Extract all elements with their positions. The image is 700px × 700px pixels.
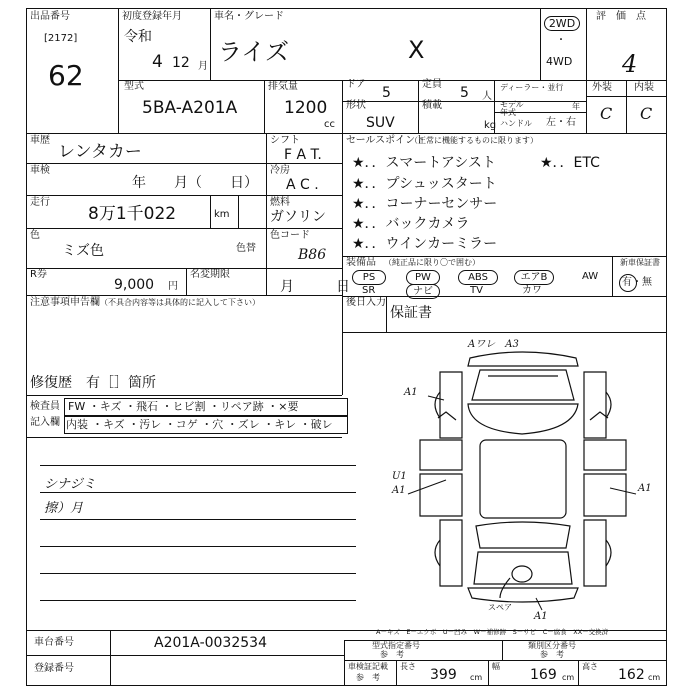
model-year-label: モデル 年式 — [500, 100, 524, 117]
new-warranty: 有・無 — [622, 277, 652, 288]
inspection-label: 車検 — [30, 165, 50, 176]
score-label: 評 価 点 — [596, 11, 646, 22]
grid-line — [26, 268, 342, 269]
drive-dot: ・ — [556, 35, 566, 46]
grid-line — [26, 163, 342, 164]
note-line — [40, 465, 356, 466]
first-reg-year: 4 — [152, 52, 163, 72]
equipment-label: 装備品 — [346, 257, 376, 268]
doors-label: ドア — [346, 79, 366, 90]
first-reg-month-unit: 月 — [198, 61, 208, 72]
color-change-label: 色替 — [236, 243, 256, 254]
type-cert-label: 型式指定番号 — [372, 641, 420, 650]
width-unit: cm — [562, 673, 575, 682]
shift: F A T. — [284, 147, 322, 163]
model-code-label: 型式 — [124, 81, 144, 92]
width-value: 169 — [530, 667, 557, 683]
selling-points-label: セールスポイント — [346, 135, 426, 146]
grid-line — [488, 660, 489, 686]
selling-point-item: ★．．コーナーセンサー — [352, 196, 498, 212]
notes-sub: （不具合内容等は具体的に記入して下さい） — [100, 298, 260, 307]
chassis-label: 車台番号 — [34, 637, 74, 648]
grid-line — [210, 8, 211, 80]
displacement: 1200 — [284, 98, 328, 118]
selling-point-item: ★．．ウインカーミラー — [352, 236, 498, 252]
grid-line — [626, 80, 627, 133]
grid-line — [344, 640, 345, 686]
recycle-unit: 円 — [168, 281, 178, 292]
equipment-sr: SR — [362, 285, 376, 296]
class-no-sub: 参 考 — [540, 650, 564, 659]
color-code-label: 色コード — [270, 230, 310, 241]
selling-point-item: ★．．プシュッスタート — [352, 176, 497, 192]
displacement-label: 排気量 — [268, 81, 298, 92]
note-line — [40, 600, 356, 601]
grid-line — [578, 660, 579, 686]
grid-line — [26, 133, 667, 134]
grid-line — [342, 296, 667, 297]
notes-label: 注意事項申告欄 — [30, 297, 100, 308]
body-type-label: 形状 — [346, 100, 366, 111]
drive-2wd: 2WD — [544, 16, 580, 31]
color: ミズ色 — [62, 243, 104, 259]
equipment-pw: PW — [406, 270, 440, 285]
grid-line — [238, 195, 239, 228]
score-interior: C — [640, 104, 653, 123]
capacity: 5 — [460, 85, 469, 101]
inspector-label-2: 記入欄 — [30, 417, 60, 428]
grid-line — [342, 133, 343, 395]
spare-label: スペア — [488, 603, 512, 612]
grid-line — [540, 8, 541, 80]
note-line — [40, 519, 356, 520]
grid-line — [26, 655, 344, 656]
tax-label: 名変期限 — [190, 269, 230, 280]
selling-point-item: ★．．スマートアシスト — [352, 155, 496, 171]
note-line — [40, 573, 356, 574]
equipment-leather: カワ — [522, 285, 542, 296]
length-unit: cm — [470, 673, 483, 682]
handwritten-note: 擦）月 — [44, 501, 84, 516]
damage-left-mid-a: U1 — [392, 471, 407, 482]
type-cert-sub: 参 考 — [380, 650, 404, 659]
color-code: B86 — [298, 247, 327, 263]
recycle: 9,000 — [114, 277, 155, 293]
displacement-unit: cc — [324, 119, 335, 130]
handle-label: ハンドル — [500, 119, 532, 128]
grid-line — [418, 80, 419, 133]
inspector-interior-items: ・キズ ・汚レ ・コゲ ・穴 ・ズレ ・キレ ・破レ — [92, 418, 333, 431]
equipment-sub: （純正品に限り〇で囲む） — [384, 258, 480, 267]
body-type: SUV — [366, 115, 395, 131]
load-label: 積載 — [422, 100, 442, 111]
repair-history: 修復歴 有［］箇所 — [30, 375, 156, 391]
selling-point-etc: ★．．ETC — [540, 155, 600, 171]
grid-line — [110, 630, 111, 686]
height-label: 高さ — [582, 662, 598, 671]
capacity-unit: 人 — [482, 91, 492, 102]
grid-line — [502, 640, 503, 660]
after-input: 保証書 — [390, 305, 432, 321]
dealer-label: ディーラー・並行 — [500, 83, 564, 92]
tax: 月 日 — [280, 279, 350, 295]
grid-line — [26, 437, 342, 438]
equipment-airbag: エアB — [514, 270, 554, 285]
grid-line — [344, 660, 667, 661]
damage-left-front: A1 — [404, 387, 418, 398]
grid-line — [396, 660, 397, 686]
lot-number: 62 — [48, 59, 84, 92]
lot-label: 出品番号 — [30, 11, 70, 22]
fuel-label: 燃料 — [270, 197, 290, 208]
chassis-number: A201A-0032534 — [154, 635, 267, 651]
grid-line — [26, 195, 342, 196]
equipment-abs: ABS — [458, 270, 498, 285]
damage-front-marks: Aワレ A3 — [468, 339, 519, 350]
mileage-unit: km — [214, 209, 230, 220]
grid-line — [266, 133, 267, 295]
recycle-label: R券 — [30, 269, 47, 280]
length-label: 長さ — [400, 662, 416, 671]
first-reg-month: 12 — [172, 55, 190, 71]
damage-right-mid: A1 — [638, 483, 652, 494]
capacity-label: 定員 — [422, 79, 442, 90]
note-line — [40, 492, 356, 493]
equipment-ps: PS — [352, 270, 386, 285]
after-input-label: 後日入力 — [346, 297, 386, 308]
selling-point-item: ★．．バックカメラ — [352, 216, 470, 232]
ac: A C . — [286, 177, 319, 193]
grid-line — [612, 256, 613, 296]
grid-line — [586, 8, 587, 133]
score-value: 4 — [622, 50, 638, 78]
new-warranty-label: 新車保証書 — [620, 258, 660, 267]
mileage-label: 走行 — [30, 197, 50, 208]
inspector-interior-label: 内装 — [66, 418, 88, 431]
equipment-tv: TV — [470, 285, 483, 296]
model-grade: X — [408, 36, 425, 64]
equipment-navi: ナビ — [406, 284, 440, 299]
model-code: 5BA-A201A — [142, 98, 238, 118]
height-unit: cm — [648, 673, 661, 682]
grid-line — [26, 295, 342, 296]
model-year-unit: 年 — [572, 102, 580, 111]
grid-line — [342, 332, 667, 333]
grid-line — [342, 256, 667, 257]
load-unit: kg — [484, 120, 497, 131]
class-no-label: 類別区分番号 — [528, 641, 576, 650]
grid-line — [264, 80, 265, 133]
note-line — [40, 546, 356, 547]
first-reg-label: 初度登録年月 — [122, 11, 182, 22]
model-name-label: 車名・グレード — [214, 11, 284, 22]
color-label: 色 — [30, 230, 40, 241]
handle: 左・右 — [546, 117, 576, 128]
grid-line — [342, 101, 586, 102]
length-value: 399 — [430, 667, 457, 683]
score-exterior-label: 外装 — [592, 82, 612, 93]
height-value: 162 — [618, 667, 645, 683]
grid-line — [26, 395, 342, 396]
score-exterior: C — [600, 104, 613, 123]
doors: 5 — [382, 85, 391, 101]
inspection: 年 月（ 日） — [132, 175, 258, 191]
registration-label: 登録番号 — [34, 663, 74, 674]
width-label: 幅 — [492, 662, 500, 671]
shift-label: シフト — [270, 135, 300, 146]
new-warranty-circle — [619, 274, 637, 292]
grid-line — [26, 228, 342, 229]
history-label: 車歴 — [30, 135, 50, 146]
model-name: ライズ — [218, 38, 290, 66]
mileage: 8万1千022 — [88, 204, 177, 224]
history: レンタカー — [58, 142, 142, 162]
inspector-exterior-items: FW ・キズ ・飛石 ・ヒビ割 ・リペア跡 ・×要 — [68, 400, 299, 413]
first-reg-era: 令和 — [124, 29, 152, 45]
grid-line — [210, 195, 211, 228]
score-interior-label: 内装 — [634, 82, 654, 93]
lot-code: [2172] — [44, 33, 78, 44]
cert-ref-sub: 参 考 — [356, 673, 380, 682]
ac-label: 冷房 — [270, 165, 290, 176]
drive-4wd: 4WD — [546, 55, 573, 68]
selling-points-sub: （正常に機能するものに限ります） — [410, 136, 538, 145]
damage-legend: A－キズ E－エクボ U－凹み W－補修跡 S－サビ C－腐食 XX－交換済 — [376, 628, 609, 636]
grid-line — [186, 268, 187, 295]
damage-left-mid-b: A1 — [392, 485, 406, 496]
grid-line — [386, 296, 387, 332]
grid-line — [118, 8, 119, 133]
cert-ref-label: 車検証記載 — [348, 662, 388, 671]
equipment-aw: AW — [582, 271, 599, 282]
grid-line — [342, 80, 343, 133]
inspector-label-1: 検査員 — [30, 401, 60, 412]
handwritten-note: シナジミ — [44, 477, 96, 492]
fuel: ガソリン — [270, 209, 326, 225]
damage-rear: A1 — [534, 611, 548, 622]
